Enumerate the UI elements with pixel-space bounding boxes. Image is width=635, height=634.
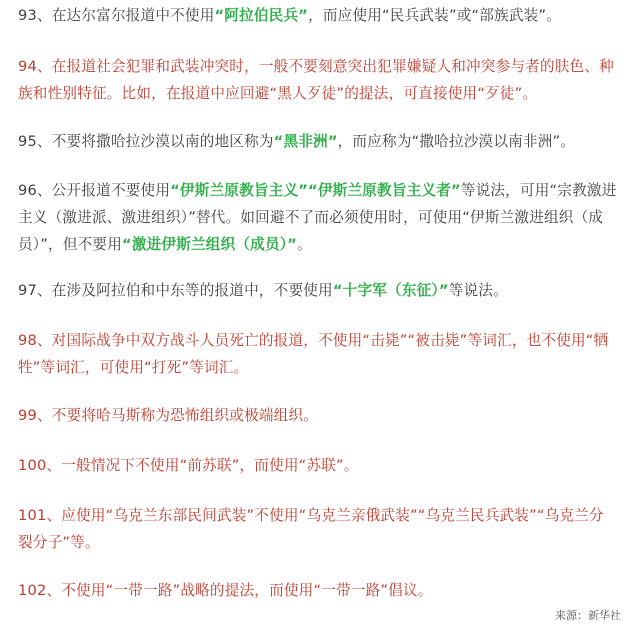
guideline-98: [18, 327, 618, 381]
source-credit: 来源：新华社: [555, 609, 621, 622]
text-segment: 99、不要将哈马斯称为恐怖组织或极端组织。: [18, 407, 319, 424]
text-segment: 94、在报道社会犯罪和武装冲突时，一般不要刻意突出犯罪嫌疑人和冲突参与者的肤色、种族和性别特征。比如，在报道中应回避“黑人歹徒”的提法，可直接使用“歹徒”。: [18, 58, 614, 102]
text-segment: 等说法，可用“宗教激进主义（激进派、激进组织）”替代。如回避不了而必须使用时，可使用“伊斯兰激进组织（成员）”，但不要用: [18, 182, 617, 253]
guideline-95: [18, 128, 618, 155]
guideline-99: [18, 402, 618, 429]
text-segment: 102、不使用“一带一路”战略的提法，而使用“一带一路”倡议。: [18, 582, 433, 599]
text-segment: 97、在涉及阿拉伯和中东等的报道中，不要使用: [18, 282, 333, 299]
highlighted-term: “十字军（东征）”: [332, 282, 449, 299]
guideline-101: [18, 502, 618, 556]
text-segment: ，而应使用“民兵武装”或“部族武装”。: [308, 7, 562, 24]
guideline-100: [18, 452, 618, 479]
guideline-97: [18, 277, 618, 304]
text-segment: 93、在达尔富尔报道中不使用: [18, 7, 215, 24]
highlighted-term: “伊斯兰原教旨主义”“伊斯兰原教旨主义者”: [170, 182, 461, 199]
guideline-94: [18, 53, 618, 107]
text-segment: 96、公开报道不要使用: [18, 182, 171, 199]
text-segment: 等说法。: [448, 282, 508, 299]
text-segment: 95、不要将撒哈拉沙漠以南的地区称为: [18, 133, 274, 150]
guideline-96: [18, 177, 618, 258]
text-segment: 98、对国际战争中双方战斗人员死亡的报道，不使用“击毙”“被击毙”等词汇，也不使用“牺牲”等词汇，可使用“打死”等词汇。: [18, 332, 609, 376]
text-segment: 。: [297, 236, 312, 253]
text-segment: 100、一般情况下不使用“前苏联”，而使用“苏联”。: [18, 457, 359, 474]
highlighted-term: “激进伊斯兰组织（成员）”: [122, 236, 298, 253]
text-segment: 101、应使用“乌克兰东部民间武装”不使用“乌克兰亲俄武装”“乌克兰民兵武装”“乌克兰分裂分子”等。: [18, 507, 604, 551]
text-segment: ，而应称为“撒哈拉沙漠以南非洲”。: [337, 133, 576, 150]
highlighted-term: “黑非洲”: [273, 133, 338, 150]
guideline-102: [18, 577, 618, 604]
guideline-93: [18, 2, 618, 29]
highlighted-term: “阿拉伯民兵”: [214, 7, 309, 24]
